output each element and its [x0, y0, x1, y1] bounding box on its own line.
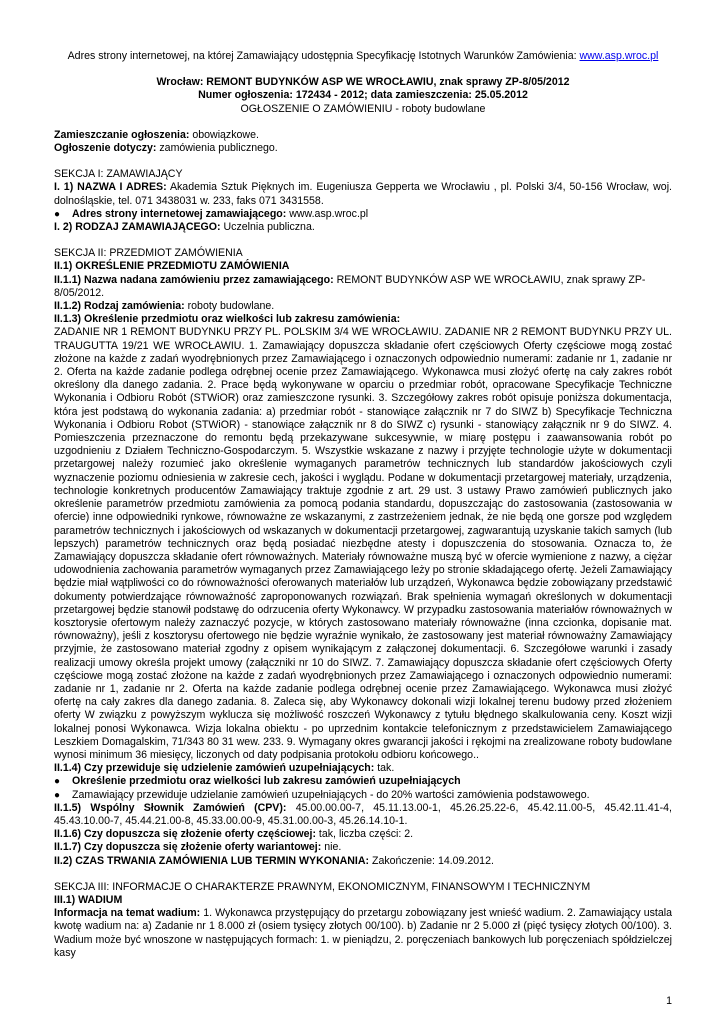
website-link[interactable]: www.asp.wroc.pl	[579, 50, 659, 62]
order-description-text: ZADANIE NR 1 REMONT BUDYNKU PRZY PL. POLSKIM 3/4 WE WROCŁAWIU. ZADANIE NR 2 REMONT BUDYNKU PRZY UL. TRAUGUTTA 19/21 WE WROCŁAWIU. 1. Zamawiający dopuszcza składanie ofert częściowych Oferty częściowe mogą zostać złożone na każde z zadań wyodrębnionych przez Zamawiającego i oznaczonych odpowiednio numerami: zadanie nr 1, zadanie nr 2. Oferta na każde zadanie podlega odrębnej ocenie przez Zamawiającego. Wykonawca musi złożyć ofertę na cały zakres robót określony dla danego zadania. 2. Prace będą wykonywane w oparciu o przedmiar robót, opracowane Specyfikacje Techniczne Wykonania i Odbioru Robót (STWiOR) oraz zamieszczone rysunki. 3. Szczegółowy zakres robót opisuje poniższa dokumentacja, która jest podstawą do wykonania zadania: a) przedmiar robót - stanowiące załącznik nr 7 do SIWZ b) Specyfikacje Techniczna Wykonania i Odbioru Robot (STWiOR) - stanowiące załącznik nr 8 do SIWZ c) rysunki - stanowiący załącznik nr 9 do SIWZ. 4. Pomieszczenia przeznaczone do remontu będą przekazywane sukcesywnie, w miarę postępu i zaawansowania robót po uzgodnieniu z Działem Techniczno-Gospodarczym. 5. Wszystkie wskazane z nazwy i przyjęte technologie użyte w dokumentacji przetargowej należy rozumieć jako określenie wymaganych parametrów technicznych lub standardów jakościowych czyli wyznaczenie poziomu odniesienia w zakresie cech, jakości i wyglądu. Podane w dokumentacji przetargowej materiały, urządzenia, technologie konkretnych producentów Zamawiający traktuje zgodnie z art. 29 ust. 3 ustawy Prawo zamówień publicznych jako określenie parametrów przedmiotu zamówienia za pomocą podania standardu, dopuszczając do zastosowania (zastosowania w ofercie) inne odpowiedniki rynkowe, równoważne ze wskazanymi, z zastrzeżeniem jednak, że nie będą one gorsze pod względem parametrów technicznych i jakościowych od wskazanych w dokumentacji przetargowej, zagwarantują uzyskanie takich samych (lub lepszych) parametrów technicznych oraz będą posiadać niezbędne atesty i dopuszczenia do stosowania. Oznacza to, że Zamawiający dopuszcza składanie ofert równoważnych. Materiały równoważne muszą być w ofercie wymienione z nazwy, a ciężar udowodnienia zachowania parametrów wymaganych przez Zamawiającego leży po stronie składającego ofertę. Jeżeli Zamawiający będzie miał wątpliwości co do równoważności oferowanych materiałów lub urządzeń, Wykonawca będzie zobowiązany przedstawić dokumenty potwierdzające równoważność zaproponowanych rozwiązań. Brak spełnienia wymagań określonych w dokumentacji przetargowej będzie stanowił podstawę do odrzucenia oferty Wykonawcy. W przypadku zastosowania materiałów równoważnych w kosztorysie ofertowym należy zaznaczyć pozycje, w których zastosowano materiały równoważne (inna czcionka, dopisanie mat. równoważny), jeśli z kosztorysu ofertowego nie będzie wyraźnie wynikało, że zastosowany jest materiał równoważny Zamawiający przyjmie, że zastosowano materiał zgodny z opisem wynikającym z załączonej dokumentacji. 6. Szczegółowe warunki i zasady realizacji umowy określa projekt umowy (załączniki nr 10 do SIWZ. 7. Zamawiający dopuszcza składanie ofert częściowych Oferty częściowe mogą zostać złożone na każde z zadań wyodrębnionych przez Zamawiającego i oznaczonych odpowiednio numerami: zadanie nr 1, zadanie nr 2. Oferta na każde zadanie podlega odrębnej ocenie przez Zamawiającego. Wykonawca musi złożyć ofertę na cały zakres dla danego zadania. 8. Zaleca się, aby Wykonawcy dokonali wizji lokalnej terenu budowy przed złożeniem oferty W związku z powyższym wyklucza się możliwość roszczeń Wykonawcy z tytułu błędnego skalkulowania ceny. Koszt wizji lokalnej ponosi Wykonawca. Wizja lokalna obiektu - po uprzednim kontakcie telefonicznym z przedstawicielem Zamawiającego Leszkiem Domagalskim, 71/343 80 31 wew. 233. 9. Wymagany okres gwarancji jakości i rękojmi na zrealizowane roboty budowlane wynosi minimum 36 miesięcy, liczonych od daty podpisania protokołu odbioru końcowego..	[54, 326, 672, 761]
partial-offer-row	[54, 828, 672, 841]
page-number: 1	[666, 995, 672, 1007]
supplementary-bullet-2	[54, 789, 672, 802]
supplementary-value: tak.	[374, 762, 395, 775]
bullet-icon: ●	[54, 776, 61, 788]
orderer-name-value: Akademia Sztuk Pięknych im. Eugeniusza Gepperta we Wrocławiu , pl. Polski 3/4, 50-156 Wrocław, woj. dolnośląskie, tel. 071 3438031 w. 233, faks 071 3431558.	[54, 181, 672, 207]
supplementary-bullet-1	[54, 775, 672, 788]
orderer-web-value: www.asp.wroc.pl	[286, 207, 369, 220]
partial-offer-label: II.1.6) Czy dopuszcza się złożenie oferty częściowej:	[54, 828, 316, 841]
supplementary-label: II.1.4) Czy przewiduje się udzielenie zamówień uzupełniających:	[54, 762, 375, 775]
placement-value: obowiązkowe.	[189, 128, 259, 141]
partial-offer-value: tak, liczba części: 2.	[315, 828, 414, 841]
orderer-name-label: I. 1) NAZWA I ADRES:	[54, 181, 167, 194]
variant-offer-value: nie.	[321, 841, 342, 854]
duration-row	[54, 855, 672, 868]
orderer-type-value: Uczelnia publiczna.	[220, 221, 315, 234]
title-line-1: Wrocław: REMONT BUDYNKÓW ASP WE WROCŁAWIU, znak sprawy ZP-8/05/2012	[156, 76, 570, 89]
section-1-heading: SEKCJA I: ZAMAWIAJĄCY	[54, 168, 183, 181]
order-name-value: REMONT BUDYNKÓW ASP WE WROCŁAWIU, znak sprawy ZP-8/05/2012.	[54, 273, 646, 299]
concerns-value: zamówienia publicznego.	[156, 142, 278, 155]
orderer-type-label: I. 2) RODZAJ ZAMAWIAJĄCEGO:	[54, 221, 221, 234]
document-header	[54, 50, 672, 63]
placement-label: Zamieszczanie ogłoszenia:	[54, 128, 190, 141]
title-line-3: OGŁOSZENIE O ZAMÓWIENIU - roboty budowlane	[240, 102, 486, 115]
order-kind-label: II.1.2) Rodzaj zamówienia:	[54, 300, 185, 313]
concerns-row	[54, 142, 672, 155]
orderer-web-label: Adres strony internetowej zamawiającego:	[72, 207, 287, 220]
section-2-sub-1: II.1) OKREŚLENIE PRZEDMIOTU ZAMÓWIENIA	[54, 260, 290, 273]
header-text: Adres strony internetowej, na której Zamawiający udostępnia Specyfikację Istotnych Warunków Zamówienia:	[67, 50, 580, 62]
order-description-label: II.1.3) Określenie przedmiotu oraz wielkości lub zakresu zamówienia:	[54, 313, 401, 326]
cpv-row	[54, 802, 672, 828]
section-2-heading: SEKCJA II: PRZEDMIOT ZAMÓWIENIA	[54, 247, 243, 260]
orderer-type-row	[54, 221, 672, 234]
section-3-sub-1: III.1) WADIUM	[54, 893, 123, 906]
order-kind-row	[54, 300, 672, 313]
document-page	[54, 50, 672, 960]
cpv-value: 45.00.00.00-7, 45.11.13.00-1, 45.26.25.22-6, 45.42.11.00-5, 45.42.11.41-4, 45.43.10.00-7, 45.44.21.00-8, 45.33.00.00-9, 45.31.00.00-3, 45.26.14.10-1.	[54, 801, 672, 827]
cpv-label: II.1.5) Wspólny Słownik Zamówień (CPV):	[54, 801, 287, 814]
wadium-value: 1. Wykonawca przystępujący do przetargu zobowiązany jest wnieść wadium. 2. Zamawiający ustala kwotę wadium na: a) Zadanie nr 1 8.000 zł (osiem tysięcy złotych 00/100). b) Zadanie nr 2 5.000 zł (pięć tysięcy złotych 00/100). 3. Wadium może być wnoszone w następujących formach: 1. w pieniądzu, 2. poręczeniach bankowych lub poręczeniach spółdzielczej kasy	[54, 907, 672, 959]
variant-offer-label: II.1.7) Czy dopuszcza się złożenie oferty wariantowej:	[54, 841, 322, 854]
title-line-2: Numer ogłoszenia: 172434 - 2012; data zamieszczenia: 25.05.2012	[198, 89, 528, 102]
supplementary-bullet-2-text: Zamawiający przewiduje udzielanie zamówień uzupełniających - do 20% wartości zamówienia podstawowego.	[72, 788, 590, 801]
order-name-label: II.1.1) Nazwa nadana zamówieniu przez zamawiającego:	[54, 273, 334, 286]
orderer-name-address	[54, 181, 672, 207]
duration-value: Zakończenie: 14.09.2012.	[369, 854, 494, 867]
variant-offer-row	[54, 841, 672, 854]
bullet-icon: ●	[54, 208, 61, 220]
order-name-row	[54, 274, 672, 300]
section-3-heading: SEKCJA III: INFORMACJE O CHARAKTERZE PRAWNYM, EKONOMICZNYM, FINANSOWYM I TECHNICZNYM	[54, 880, 591, 893]
supplementary-bullet-1-text: Określenie przedmiotu oraz wielkości lub zakresu zamówień uzupełniających	[72, 775, 461, 788]
concerns-label: Ogłoszenie dotyczy:	[54, 142, 157, 155]
supplementary-row	[54, 762, 672, 775]
placement-row	[54, 129, 672, 142]
bullet-icon: ●	[54, 789, 61, 801]
order-kind-value: roboty budowlane.	[184, 300, 275, 313]
orderer-web-row	[54, 208, 672, 221]
wadium-label: Informacja na temat wadium:	[54, 907, 201, 920]
wadium-row	[54, 907, 672, 960]
duration-label: II.2) CZAS TRWANIA ZAMÓWIENIA LUB TERMIN WYKONANIA:	[54, 854, 370, 867]
